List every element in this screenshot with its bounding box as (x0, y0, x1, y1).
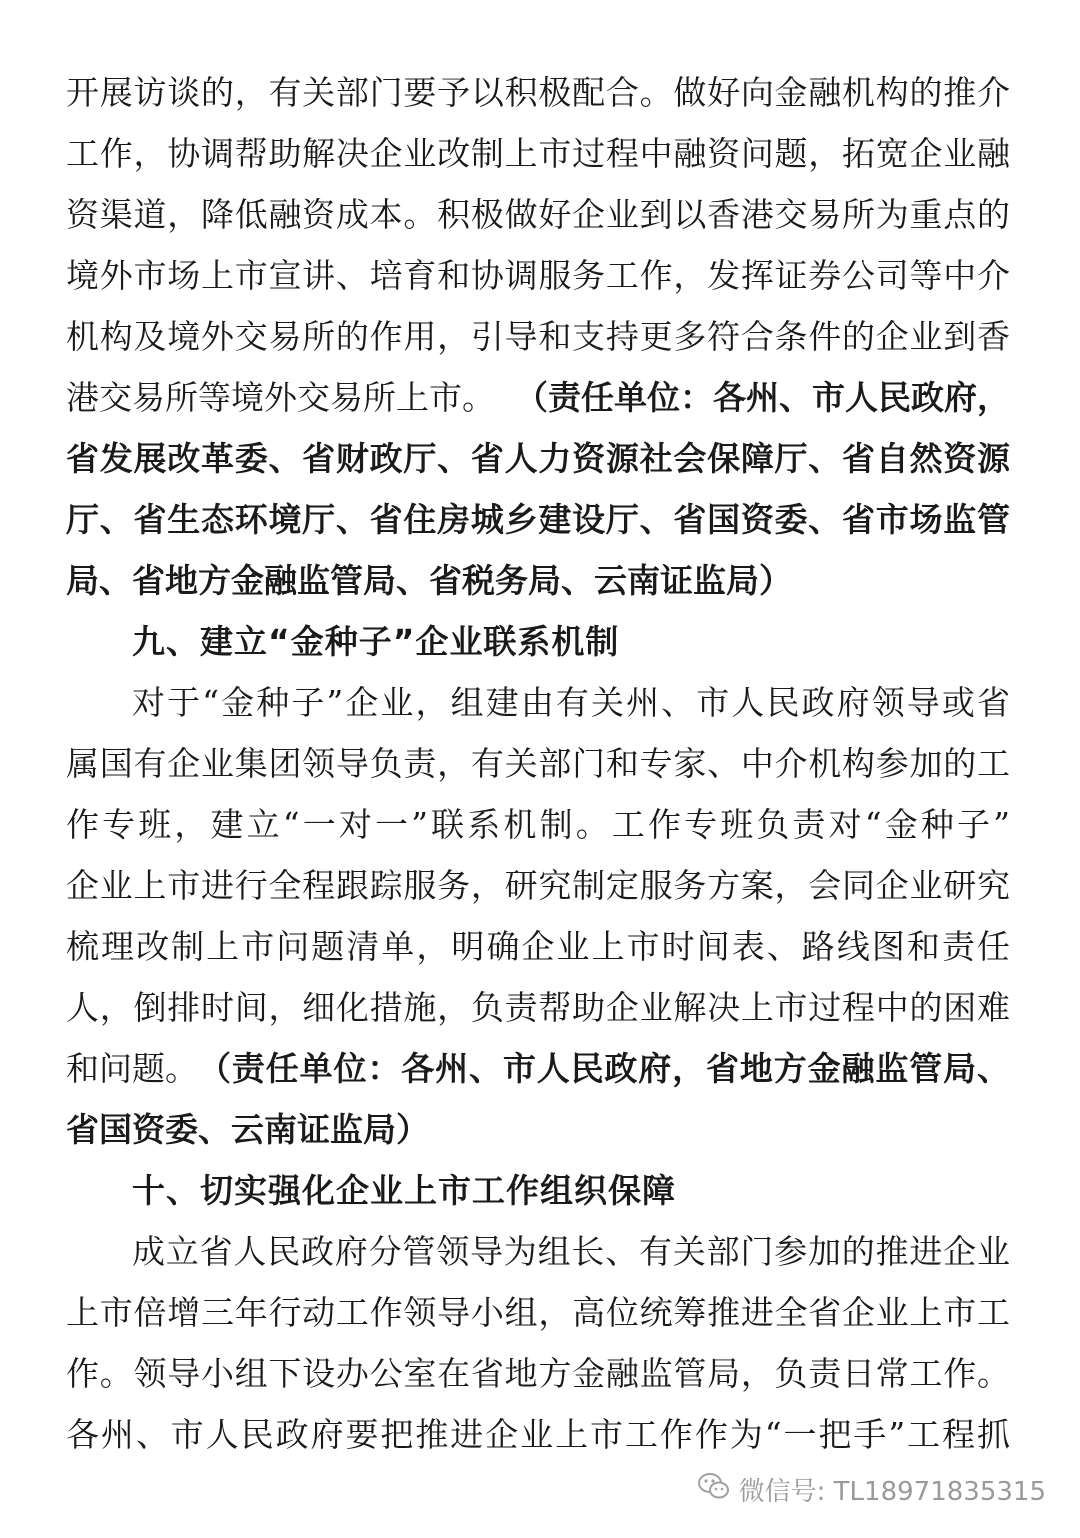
body-text: 港交易所等境外交易所上市。 (66, 378, 495, 417)
wechat-icon (697, 1471, 731, 1508)
body-line: 境外市场上市宣讲、培育和协调服务工作，发挥证券公司等中介 (66, 256, 1010, 295)
body-line: 梳理改制上市问题清单，明确企业上市时间表、路线图和责任 (66, 927, 1010, 966)
responsibility-line: 厅、省生态环境厅、省住房城乡建设厅、省国资委、省市场监管 (66, 500, 1010, 539)
body-line: 资渠道，降低融资成本。积极做好企业到以香港交易所为重点的 (66, 195, 1010, 234)
body-line: 各州、市人民政府要把推进企业上市工作作为“一把手”工程抓 (66, 1415, 1010, 1454)
section-heading-10: 十、切实强化企业上市工作组织保障 (132, 1171, 676, 1210)
body-line: 机构及境外交易所的作用，引导和支持更多符合条件的企业到香 (66, 317, 1010, 356)
body-line: 作。领导小组下设办公室在省地方金融监管局，负责日常工作。 (66, 1354, 1010, 1393)
body-line: 工作，协调帮助解决企业改制上市过程中融资问题，拓宽企业融 (66, 134, 1010, 173)
wechat-id: 微信号: TL18971835315 (738, 1476, 1046, 1507)
body-line: 作专班，建立“一对一”联系机制。工作专班负责对“金种子” (66, 805, 1010, 844)
responsibility-line: 局、省地方金融监管局、省税务局、云南证监局） (66, 561, 792, 600)
body-line: 成立省人民政府分管领导为组长、有关部门参加的推进企业 (132, 1232, 1010, 1271)
responsibility-line: 省发展改革委、省财政厅、省人力资源社会保障厅、省自然资源 (66, 439, 1010, 478)
body-line: 属国有企业集团领导负责，有关部门和专家、中介机构参加的工 (66, 744, 1010, 783)
body-line: 开展访谈的，有关部门要予以积极配合。做好向金融机构的推介 (66, 73, 1010, 112)
wechat-watermark (697, 1469, 1046, 1509)
responsibility-note: （责任单位：各州、市人民政府，省地方金融监管局、 (198, 1049, 1010, 1088)
responsibility-note: （责任单位：各州、市人民政府， (515, 378, 1010, 417)
section-heading-9: 九、建立“金种子”企业联系机制 (132, 622, 620, 661)
body-line: 对于“金种子”企业，组建由有关州、市人民政府领导或省 (132, 683, 1010, 722)
body-text: 和问题。 (66, 1049, 198, 1088)
body-line-mixed (66, 378, 1010, 418)
responsibility-line: 省国资委、云南证监局） (66, 1110, 429, 1149)
body-line: 企业上市进行全程跟踪服务，研究制定服务方案，会同企业研究 (66, 866, 1010, 905)
body-line-mixed (66, 1049, 1010, 1089)
body-line: 人，倒排时间，细化措施，负责帮助企业解决上市过程中的困难 (66, 988, 1010, 1027)
body-line: 上市倍增三年行动工作领导小组，高位统筹推进全省企业上市工 (66, 1293, 1010, 1332)
